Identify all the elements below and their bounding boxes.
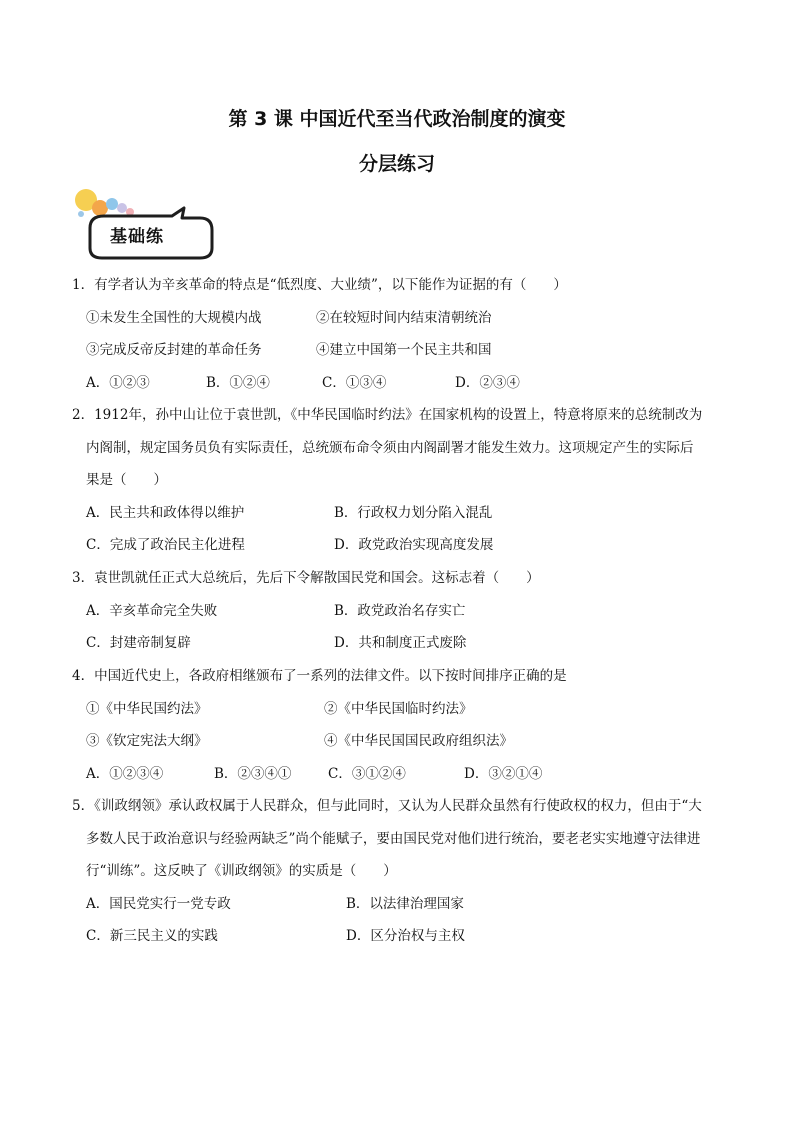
- answer-option[interactable]: B．②③④①: [214, 765, 292, 782]
- question-5: [72, 790, 732, 953]
- statement-item: ④建立中国第一个民主共和国: [316, 342, 492, 358]
- answer-option[interactable]: B．行政权力划分陷入混乱: [334, 504, 493, 521]
- question-stem: 1．有学者认为辛亥革命的特点是“低烈度、大业绩”，以下能作为证据的有（ ）: [72, 277, 567, 293]
- section-label: 基础练: [110, 227, 164, 247]
- statement-item: ③完成反帝反封建的革命任务: [86, 342, 262, 358]
- question-stem-continued: 行“训练”。这反映了《训政纲领》的实质是（ ）: [86, 863, 397, 879]
- statement-item: ②在较短时间内结束清朝统治: [316, 309, 492, 326]
- question-stem: 4．中国近代史上，各政府相继颁布了一系列的法律文件。以下按时间排序正确的是: [72, 668, 567, 684]
- answer-option[interactable]: A．辛亥革命完全失败: [86, 602, 218, 619]
- answer-option[interactable]: A．①②③: [86, 374, 150, 391]
- question-stem-continued: 果是（ ）: [86, 472, 167, 488]
- answer-option[interactable]: A．①②③④: [86, 765, 164, 782]
- statement-item: ④《中华民国国民政府组织法》: [324, 733, 513, 749]
- answer-option[interactable]: D．②③④: [455, 374, 520, 391]
- statement-item: ②《中华民国临时约法》: [324, 700, 473, 717]
- answer-option[interactable]: A．国民党实行一党专政: [86, 895, 231, 912]
- answer-option[interactable]: C．封建帝制复辟: [86, 635, 191, 651]
- question-stem: 5．《训政纲领》承认政权属于人民群众，但与此同时，又认为人民群众虽然有行使政权的权力，但由于“大: [72, 798, 702, 814]
- answer-option[interactable]: B．以法律治理国家: [346, 895, 464, 912]
- answer-option[interactable]: C．完成了政治民主化进程: [86, 537, 245, 553]
- answer-option[interactable]: D．政党政治实现高度发展: [334, 537, 494, 553]
- page-title: 第 3 课 中国近代至当代政治制度的演变: [228, 108, 566, 130]
- question-2: [72, 399, 732, 562]
- answer-option[interactable]: C．新三民主义的实践: [86, 928, 218, 944]
- answer-option[interactable]: D．③②①④: [464, 765, 543, 782]
- page-subtitle: 分层练习: [358, 153, 435, 175]
- statement-item: ③《钦定宪法大纲》: [86, 733, 208, 749]
- question-4: [72, 660, 732, 790]
- question-stem: 3．袁世凯就任正式大总统后，先后下令解散国民党和国会。这标志着（ ）: [72, 570, 540, 586]
- answer-option[interactable]: C．①③④: [322, 374, 387, 391]
- statement-item: ①《中华民国约法》: [86, 700, 208, 717]
- question-1: [72, 269, 732, 399]
- answer-option[interactable]: A．民主共和政体得以维护: [86, 504, 245, 521]
- question-stem: 2．1912年，孙中山让位于袁世凯，《中华民国临时约法》在国家机构的设置上，特意将原来的总统制改为: [72, 407, 703, 423]
- question-3: [72, 562, 732, 660]
- question-stem-continued: 多数人民于政治意识与经验两缺乏”尚个能赋子，要由国民党对他们进行统治，要老老实实地遵守法律进: [86, 830, 701, 847]
- answer-option[interactable]: B．政党政治名存实亡: [334, 602, 466, 619]
- answer-option[interactable]: B．①②④: [206, 374, 270, 391]
- answer-option[interactable]: C．③①②④: [328, 765, 406, 782]
- answer-option[interactable]: D．共和制度正式废除: [334, 635, 467, 651]
- question-stem-continued: 内阁制，规定国务员负有实际责任，总统颁布命令须由内阁副署才能发生效力。这项规定产生的实际后: [86, 439, 694, 456]
- answer-option[interactable]: D．区分治权与主权: [346, 928, 465, 944]
- statement-item: ①未发生全国性的大规模内战: [86, 309, 262, 326]
